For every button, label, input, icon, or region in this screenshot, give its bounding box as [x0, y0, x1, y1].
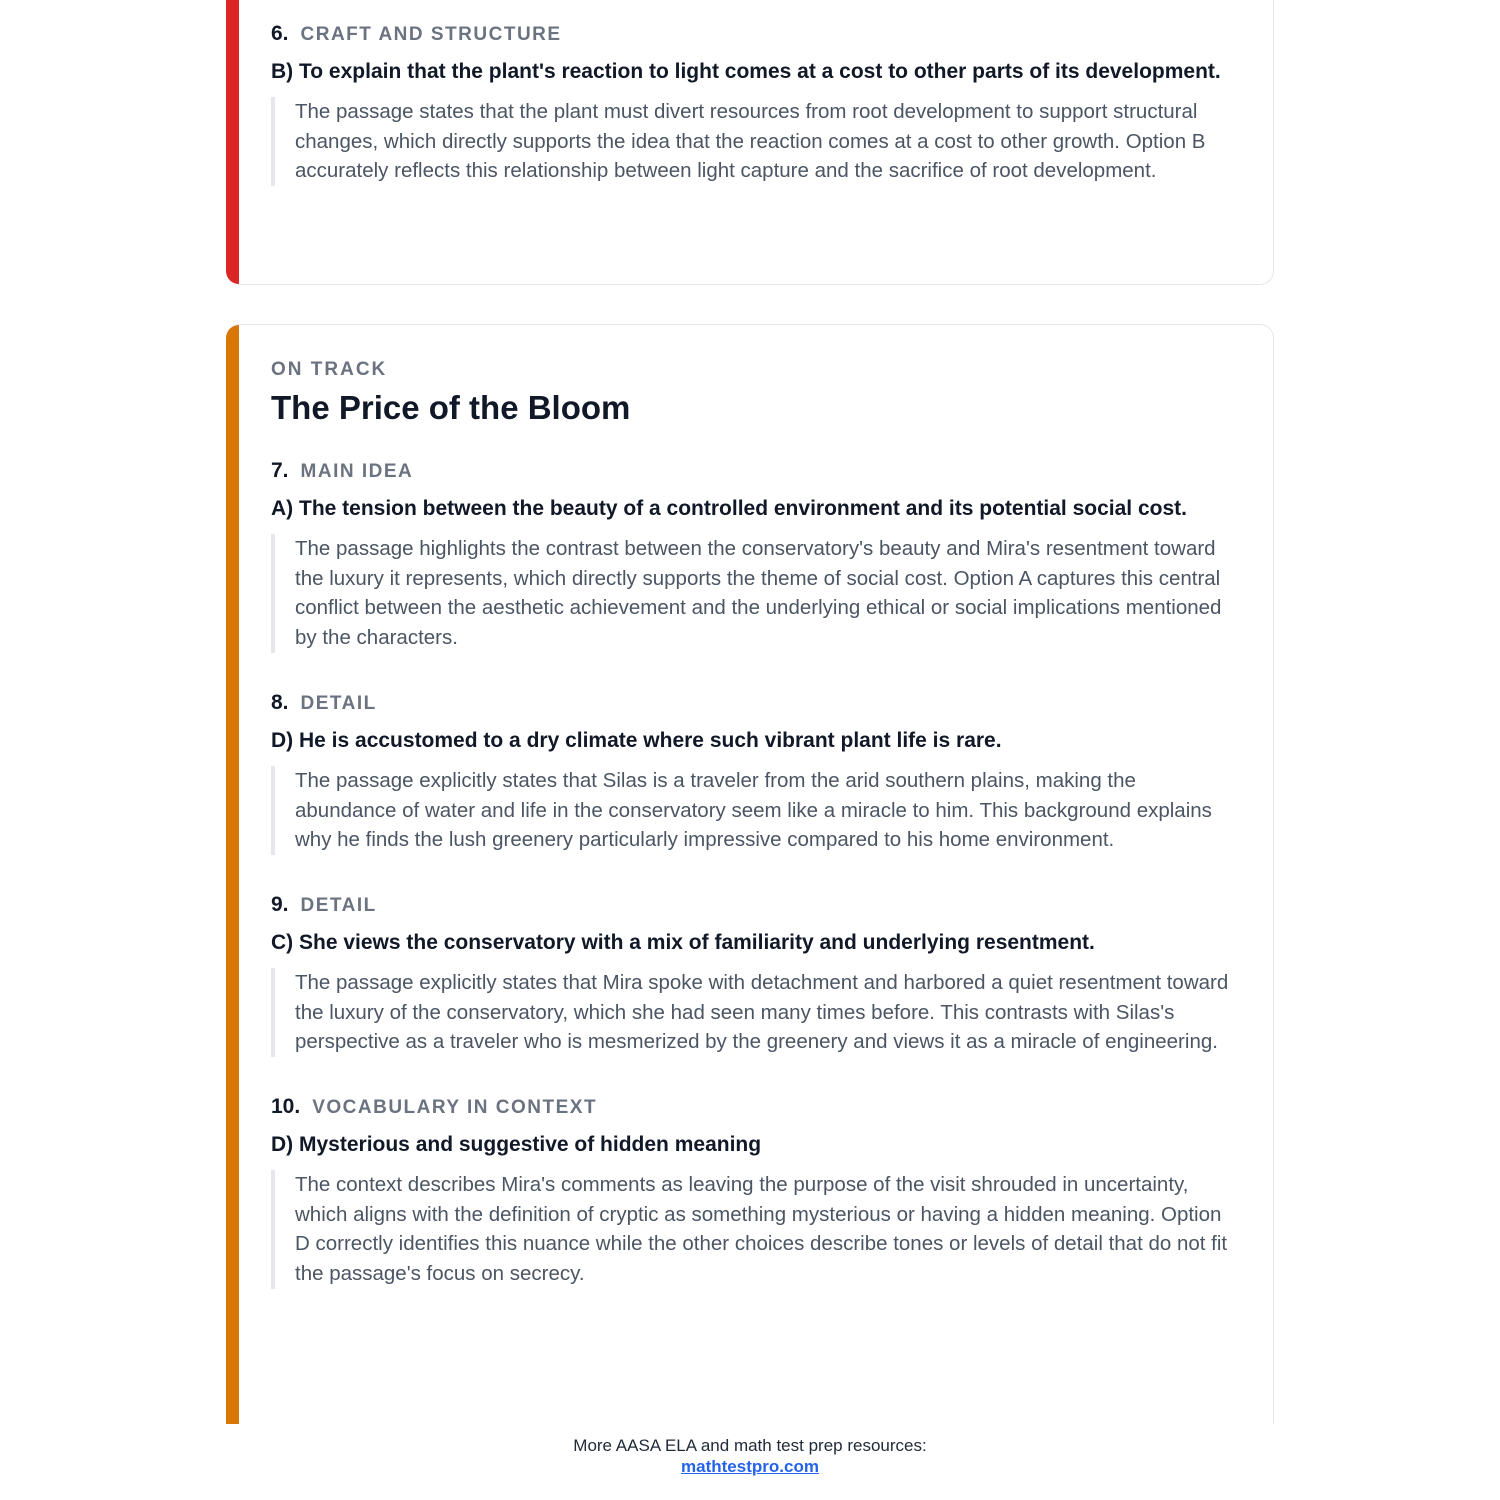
footer [0, 1435, 1500, 1477]
question-number: 6. [271, 22, 289, 45]
question-number: 7. [271, 459, 289, 482]
question-header [271, 689, 1237, 718]
answer-explanation: The context describes Mira's comments as leaving the purpose of the visit shrouded in uncertainty, which aligns with the definition of cryptic as something mysterious or having a hidden meaning. Option D correctly identifies this nuance while the other choices describe tones or levels of detail that do not fit the passage's focus on secrecy. [271, 1170, 1237, 1289]
question-header [271, 891, 1237, 920]
question-category: VOCABULARY IN CONTEXT [312, 1097, 598, 1119]
question-category: CRAFT AND STRUCTURE [300, 24, 562, 45]
question-category: DETAIL [300, 894, 377, 916]
footer-link[interactable]: mathtestpro.com [681, 1457, 819, 1476]
question-8 [271, 689, 1237, 855]
question-category: DETAIL [300, 692, 377, 714]
answer-explanation: The passage highlights the contrast between the conservatory's beauty and Mira's resentment toward the luxury it represents, which directly supports the theme of social cost. Option A captures this central conflict between the aesthetic achievement and the underlying ethical or social implications mentioned by the characters. [271, 534, 1237, 653]
question-header [271, 20, 1237, 49]
question-number: 9. [271, 892, 289, 916]
results-card-orange [226, 324, 1274, 1424]
question-number: 10. [271, 1095, 301, 1119]
question-number: 8. [271, 690, 289, 714]
correct-answer: D) He is accustomed to a dry climate where such vibrant plant life is rare. [271, 728, 1002, 752]
answer-explanation: The passage explicitly states that Mira spoke with detachment and harbored a quiet resentment toward the luxury of the conservatory, which she had seen many times before. This contrasts with Silas's perspective as a traveler who is mesmerized by the greenery and views it as a miracle of engineering. [271, 968, 1237, 1057]
question-9 [271, 891, 1237, 1057]
results-card-red [226, 0, 1274, 285]
question-header [271, 1093, 1237, 1122]
correct-answer: A) The tension between the beauty of a controlled environment and its potential social cost. [271, 497, 1187, 520]
passage-title: The Price of the Bloom [271, 389, 631, 426]
question-10 [271, 1093, 1237, 1289]
card-content [271, 20, 1237, 222]
correct-answer: B) To explain that the plant's reaction to light comes at a cost to other parts of its development. [271, 60, 1221, 83]
question-7 [271, 457, 1237, 653]
correct-answer: D) Mysterious and suggestive of hidden meaning [271, 1133, 762, 1157]
question-6 [271, 20, 1237, 186]
correct-answer: C) She views the conservatory with a mix of familiarity and underlying resentment. [271, 930, 1095, 954]
answer-explanation: The passage states that the plant must divert resources from root development to support structural changes, which directly supports the idea that the reaction comes at a cost to other growth. Option B accurately reflects this relationship between light capture and the sacrifice of root development. [271, 97, 1237, 186]
card-content [271, 357, 1237, 1325]
question-category: MAIN IDEA [300, 461, 414, 482]
answer-explanation: The passage explicitly states that Silas is a traveler from the arid southern plains, making the abundance of water and life in the conservatory seem like a miracle to him. This background explains why he finds the lush greenery particularly impressive compared to his home environment. [271, 766, 1237, 855]
question-header [271, 457, 1237, 486]
footer-text: More AASA ELA and math test prep resources: [573, 1436, 927, 1455]
status-label: ON TRACK [271, 359, 388, 380]
